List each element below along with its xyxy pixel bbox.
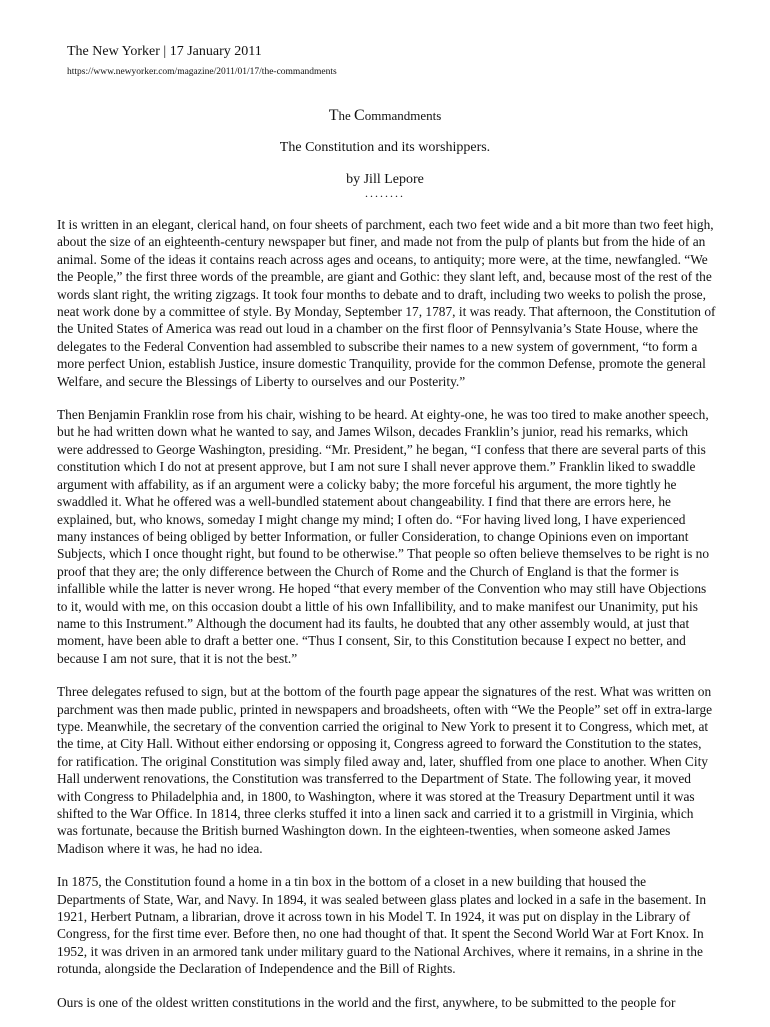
section-separator: ........ — [365, 186, 405, 200]
title-word-ommandments: ommandments — [364, 108, 442, 123]
publication-source: The New Yorker | 17 January 2011 — [67, 44, 262, 59]
title-initial-c: C — [354, 107, 365, 124]
paragraph: Ours is one of the oldest written constitutions in the world and the first, anywhere, to be submitted to the people for — [57, 994, 676, 1010]
paragraph: It is written in an elegant, clerical hand, on four sheets of parchment, each two feet wide and a bit more than two feet high, about the size of an eighteenth-century newspaper but finer, and made not from the pulp of plants but from the hide of an animal. Some of the ideas it contains reach across ages and oceans, to antiquity; more were, at the time, newfangled. “We the People,” the first three words of the preamble, are giant and Gothic: they slant left, and, because most of the rest of the words slant right, the writing zigzags. It took four months to debate and to draft, including two weeks to polish the prose, neat work done by a committee of style. By Monday, September 17, 1787, it was ready. That afternoon, the Constitution of the United States of America was read out loud in a chamber on the first floor of Pennsylvania’s State House, where the delegates to the Federal Convention had assembled to subscribe their names to a new system of government, “to form a more perfect Union, establish Justice, insure domestic Tranquility, provide for the common Defense, promote the general Welfare, and secure the Blessings of Liberty to ourselves and our Posterity.” — [57, 217, 716, 389]
article-url: https://www.newyorker.com/magazine/2011/01/17/the-commandments — [67, 67, 337, 77]
article-title — [0, 106, 770, 126]
article-subtitle: The Constitution and its worshippers. — [279, 140, 491, 155]
title-initial-t: T — [328, 107, 339, 124]
paragraph: Then Benjamin Franklin rose from his chair, wishing to be heard. At eighty-one, he was too tired to make another speech, but he had written down what he wanted to say, and James Wilson, decades Franklin’s junior, read his remarks, which were addressed to George Washington, presiding. “Mr. President,” he began, “I confess that there are several parts of this constitution which I do not at present approve, but I am not sure I shall never approve them.” Franklin liked to swaddle argument with affability, as if an argument were a colicky baby; the more forceful his argument, the more tightly he swaddled it. What he offered was a well-bundled statement about changeability. I find that there are errors here, he explained, but, who knows, someday I might change my mind; I often do. “For having lived long, I have experienced many instances of being obliged by better Information, or fuller Consideration, to change Opinions even on important Subjects, which I once thought right, but found to be otherwise.” That people so often believe themselves to be right is no proof that they are; the only difference between the Church of Rome and the Church of England is that the former is infallible while the latter is never wrong. He hoped “that every member of the Convention who may still have Objections to it, would with me, on this occasion doubt a little of his own Infallibility, and to make manifest our Unanimity, put his name to this Instrument.” Although the document had its faults, he doubted that any other assembly would, at just that moment, have been able to draft a better one. “Thus I consent, Sir, to this Constitution because I expect no better, and because I am not sure, that it is not the best.” — [57, 407, 710, 666]
paragraph: In 1875, the Constitution found a home in a tin box in the bottom of a closet in a new building that housed the Departments of State, War, and Navy. In 1894, it was sealed between glass plates and locked in a safe in the basement. In 1921, Herbert Putnam, a librarian, drove it across town in his Model T. In 1924, it was put on display in the Library of Congress, for the first time ever. Before then, no one had thought of that. It spent the Second World War at Fort Knox. In 1952, it was driven in an armored tank under military guard to the National Archives, where it remains, in a shrine in the rotunda, alongside the Declaration of Independence and the Bill of Rights. — [57, 874, 707, 977]
article-byline: by Jill Lepore — [346, 172, 424, 187]
article-body — [57, 216, 717, 1027]
paragraph: Three delegates refused to sign, but at the bottom of the fourth page appear the signatures of the rest. What was written on parchment was then made public, printed in newspapers and broadsheets, often with “We the People” set off in extra-large type. Meanwhile, the secretary of the convention carried the original to New York to present it to Congress, which met, at the time, at City Hall. Without either endorsing or opposing it, Congress agreed to forward the Constitution to the states, for ratification. The original Constitution was simply filed away and, later, shuffled from one place to another. When City Hall underwent renovations, the Constitution was transferred to the Department of State. The following year, it moved with Congress to Philadelphia and, in 1800, to Washington, where it was stored at the Treasury Department until it was shifted to the War Office. In 1814, three clerks stuffed it into a linen sack and carried it to a gristmill in Virginia, which was fortunate, because the British burned Washington down. In the eighteen-twenties, when someone asked James Madison where it was, he had no idea. — [57, 684, 713, 856]
title-word-he: he — [338, 108, 355, 123]
